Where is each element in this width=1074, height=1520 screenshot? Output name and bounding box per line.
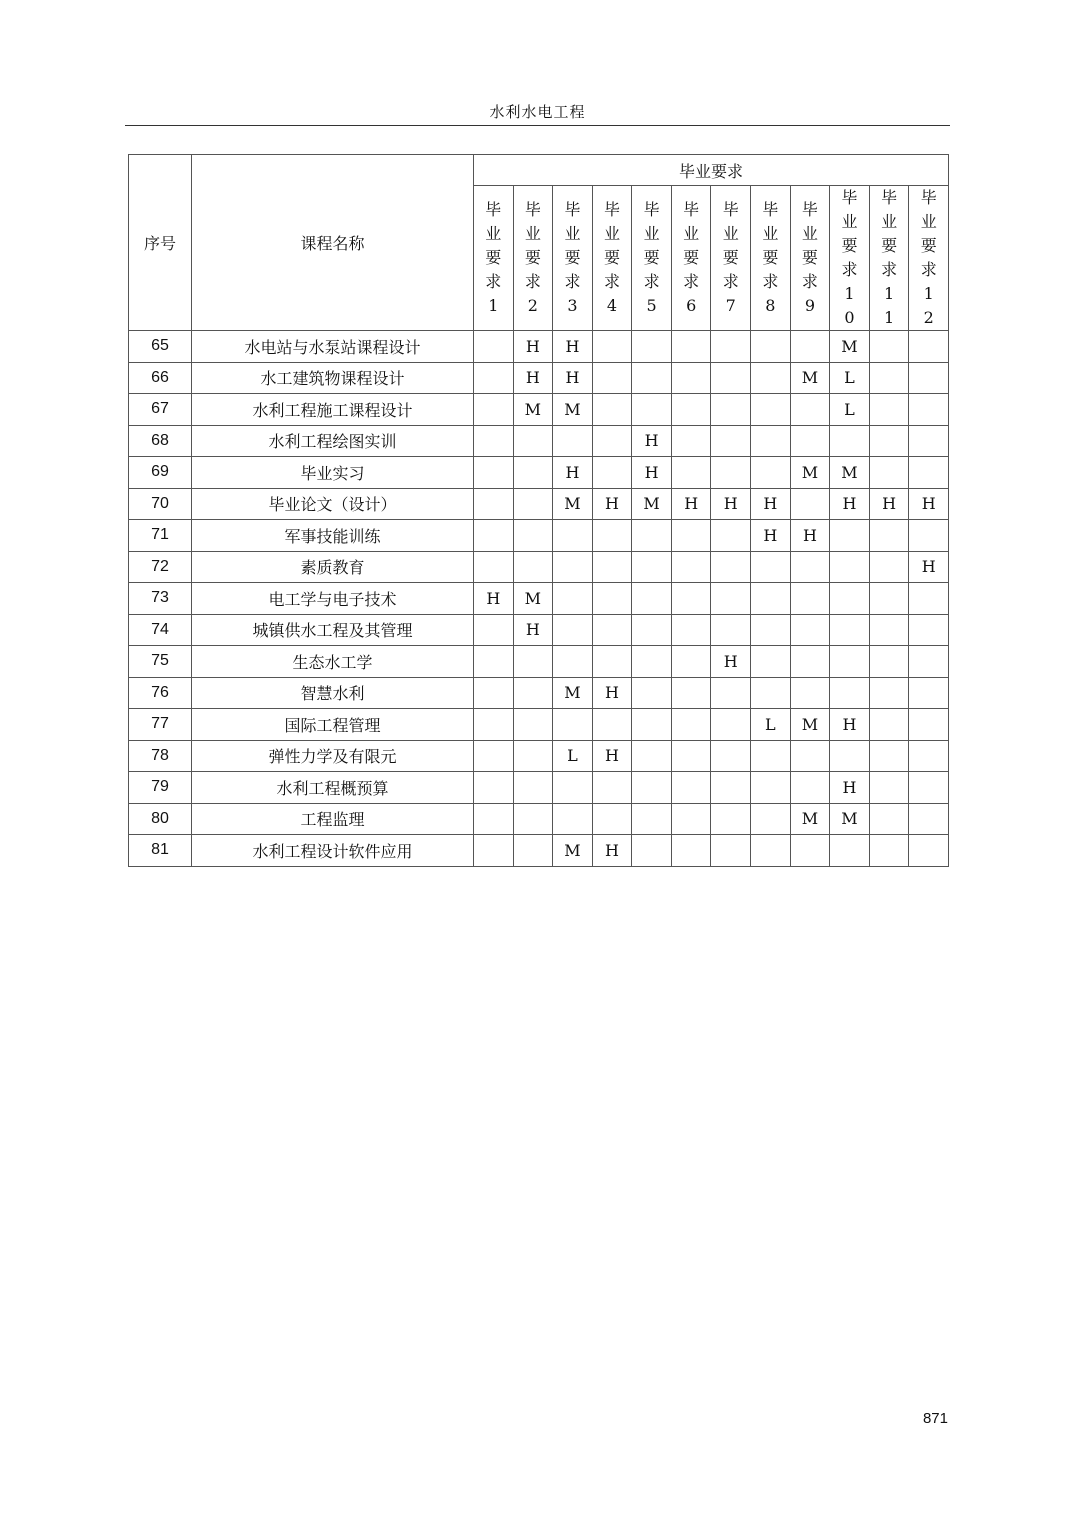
support-level-cell <box>830 646 870 678</box>
support-level-cell <box>909 677 949 709</box>
requirement-header-1 <box>474 186 514 331</box>
requirement-header-4 <box>592 186 632 331</box>
support-level-cell <box>513 803 553 835</box>
support-level-cell <box>513 457 553 489</box>
support-level-cell <box>909 583 949 615</box>
support-level-cell <box>474 551 514 583</box>
requirement-header-9 <box>790 186 830 331</box>
support-level-cell <box>671 583 711 615</box>
requirement-header-label: 毕业要求1 <box>485 200 502 315</box>
support-level-cell <box>711 709 751 741</box>
support-level-cell <box>909 394 949 426</box>
support-level-cell <box>592 772 632 804</box>
support-level-cell <box>553 803 593 835</box>
requirement-header-label: 毕业要求11 <box>881 188 898 327</box>
support-level-cell <box>790 583 830 615</box>
support-level-cell <box>751 425 791 457</box>
support-level-cell <box>790 394 830 426</box>
table-row <box>129 394 949 426</box>
support-level-cell <box>869 614 909 646</box>
support-level-cell: H <box>790 520 830 552</box>
support-level-cell <box>592 646 632 678</box>
support-level-cell: H <box>592 740 632 772</box>
page-number: 871 <box>922 1410 948 1427</box>
requirement-header-label: 毕业要求5 <box>643 200 660 315</box>
support-level-cell <box>474 457 514 489</box>
support-level-cell <box>830 583 870 615</box>
support-level-cell <box>790 488 830 520</box>
support-level-cell <box>711 583 751 615</box>
row-index-cell: 68 <box>129 425 192 457</box>
support-level-cell: M <box>513 583 553 615</box>
support-level-cell <box>711 772 751 804</box>
requirement-header-label: 毕业要求6 <box>683 200 700 315</box>
support-level-cell <box>474 331 514 363</box>
support-level-cell <box>671 394 711 426</box>
support-level-cell <box>830 677 870 709</box>
support-level-cell <box>474 646 514 678</box>
support-level-cell <box>711 520 751 552</box>
support-level-cell <box>474 772 514 804</box>
support-level-cell <box>474 488 514 520</box>
row-index-cell: 76 <box>129 677 192 709</box>
support-level-cell: H <box>553 331 593 363</box>
support-level-cell <box>592 583 632 615</box>
table-row <box>129 614 949 646</box>
support-level-cell <box>751 551 791 583</box>
row-index-cell: 66 <box>129 362 192 394</box>
support-level-cell <box>553 614 593 646</box>
support-level-cell <box>751 646 791 678</box>
support-level-cell <box>751 362 791 394</box>
support-level-cell <box>830 835 870 867</box>
support-level-cell: H <box>830 488 870 520</box>
support-level-cell <box>751 772 791 804</box>
course-name-cell: 工程监理 <box>192 803 474 835</box>
table-row <box>129 677 949 709</box>
support-level-cell <box>711 331 751 363</box>
row-index-cell: 80 <box>129 803 192 835</box>
row-index-cell: 65 <box>129 331 192 363</box>
support-level-cell <box>671 677 711 709</box>
support-level-cell <box>711 551 751 583</box>
table-row <box>129 457 949 489</box>
support-level-cell <box>513 740 553 772</box>
table-row <box>129 803 949 835</box>
course-name-cell: 水利工程概预算 <box>192 772 474 804</box>
support-level-cell <box>671 331 711 363</box>
support-level-cell <box>711 394 751 426</box>
support-level-cell <box>592 331 632 363</box>
table-row <box>129 772 949 804</box>
support-level-cell: H <box>830 772 870 804</box>
support-level-cell <box>671 520 711 552</box>
row-index-cell: 77 <box>129 709 192 741</box>
support-level-cell <box>553 425 593 457</box>
support-level-cell <box>671 709 711 741</box>
support-level-cell <box>751 740 791 772</box>
support-level-cell <box>474 425 514 457</box>
support-level-cell <box>513 488 553 520</box>
support-level-cell: M <box>790 709 830 741</box>
support-level-cell: H <box>751 520 791 552</box>
support-level-cell <box>909 425 949 457</box>
support-level-cell <box>553 551 593 583</box>
support-level-cell <box>671 425 711 457</box>
support-level-cell <box>553 583 593 615</box>
support-level-cell <box>909 457 949 489</box>
support-level-cell <box>830 551 870 583</box>
support-level-cell <box>632 614 672 646</box>
support-level-cell <box>751 614 791 646</box>
support-level-cell: H <box>592 835 632 867</box>
table-row <box>129 583 949 615</box>
row-index-cell: 81 <box>129 835 192 867</box>
table-row <box>129 488 949 520</box>
support-level-cell <box>474 677 514 709</box>
support-level-cell <box>711 835 751 867</box>
support-level-cell <box>513 772 553 804</box>
support-level-cell <box>592 394 632 426</box>
support-level-cell <box>909 331 949 363</box>
row-index-cell: 79 <box>129 772 192 804</box>
support-level-cell <box>711 614 751 646</box>
support-level-cell <box>830 425 870 457</box>
support-level-cell <box>632 394 672 426</box>
support-level-cell: M <box>790 803 830 835</box>
support-level-cell <box>632 331 672 363</box>
support-level-cell <box>513 646 553 678</box>
row-index-cell: 67 <box>129 394 192 426</box>
column-header-index: 序号 <box>129 155 192 331</box>
support-level-cell <box>513 835 553 867</box>
support-level-cell <box>632 677 672 709</box>
requirement-header-label: 毕业要求10 <box>841 188 858 327</box>
course-name-cell: 素质教育 <box>192 551 474 583</box>
support-level-cell: H <box>711 646 751 678</box>
support-level-cell <box>790 614 830 646</box>
support-level-cell <box>751 835 791 867</box>
requirement-header-label: 毕业要求8 <box>762 200 779 315</box>
support-level-cell <box>869 394 909 426</box>
support-level-cell <box>909 614 949 646</box>
table-row <box>129 331 949 363</box>
support-level-cell: H <box>869 488 909 520</box>
support-level-cell <box>592 709 632 741</box>
requirement-header-label: 毕业要求9 <box>801 200 818 315</box>
support-level-cell <box>592 362 632 394</box>
support-level-cell <box>751 394 791 426</box>
course-name-cell: 毕业实习 <box>192 457 474 489</box>
header-rule <box>125 125 950 126</box>
row-index-cell: 73 <box>129 583 192 615</box>
support-level-cell <box>671 772 711 804</box>
support-level-cell <box>869 677 909 709</box>
table-row <box>129 551 949 583</box>
support-level-cell <box>474 803 514 835</box>
support-level-cell <box>592 520 632 552</box>
support-level-cell <box>474 614 514 646</box>
support-level-cell <box>869 709 909 741</box>
support-level-cell <box>592 457 632 489</box>
support-level-cell <box>909 835 949 867</box>
support-level-cell <box>632 362 672 394</box>
support-level-cell <box>869 583 909 615</box>
support-level-cell <box>474 709 514 741</box>
support-level-cell: L <box>751 709 791 741</box>
support-level-cell: M <box>632 488 672 520</box>
row-index-cell: 78 <box>129 740 192 772</box>
support-level-cell <box>671 551 711 583</box>
support-level-cell <box>790 551 830 583</box>
requirement-header-11 <box>869 186 909 331</box>
support-level-cell <box>711 457 751 489</box>
requirement-header-5 <box>632 186 672 331</box>
support-level-cell <box>592 425 632 457</box>
table-row <box>129 835 949 867</box>
support-level-cell <box>592 551 632 583</box>
table-row <box>129 362 949 394</box>
support-level-cell <box>790 425 830 457</box>
course-name-cell: 电工学与电子技术 <box>192 583 474 615</box>
support-level-cell: H <box>513 331 553 363</box>
requirement-header-label: 毕业要求7 <box>722 200 739 315</box>
support-level-cell <box>474 362 514 394</box>
support-level-cell <box>632 835 672 867</box>
requirement-header-12 <box>909 186 949 331</box>
support-level-cell: H <box>751 488 791 520</box>
support-level-cell: M <box>830 331 870 363</box>
course-name-cell: 水电站与水泵站课程设计 <box>192 331 474 363</box>
requirement-header-label: 毕业要求4 <box>604 200 621 315</box>
support-level-cell: M <box>553 488 593 520</box>
requirement-header-label: 毕业要求3 <box>564 200 581 315</box>
support-level-cell <box>751 331 791 363</box>
table-row <box>129 520 949 552</box>
course-name-cell: 生态水工学 <box>192 646 474 678</box>
support-level-cell <box>513 709 553 741</box>
support-level-cell <box>632 583 672 615</box>
page-header: 水利水电工程 <box>489 103 586 121</box>
column-header-course: 课程名称 <box>192 155 474 331</box>
support-level-cell <box>513 425 553 457</box>
table-body <box>129 331 949 867</box>
support-level-cell <box>790 835 830 867</box>
support-level-cell <box>711 740 751 772</box>
support-level-cell <box>909 803 949 835</box>
support-level-cell <box>869 331 909 363</box>
support-level-cell <box>671 803 711 835</box>
support-level-cell <box>909 362 949 394</box>
support-level-cell <box>869 835 909 867</box>
support-level-cell <box>632 772 672 804</box>
support-level-cell <box>474 740 514 772</box>
support-level-cell <box>790 331 830 363</box>
support-level-cell: L <box>553 740 593 772</box>
support-level-cell <box>869 362 909 394</box>
support-level-cell <box>909 520 949 552</box>
support-level-cell: H <box>711 488 751 520</box>
course-name-cell: 水利工程绘图实训 <box>192 425 474 457</box>
support-level-cell: H <box>909 551 949 583</box>
requirement-header-10 <box>830 186 870 331</box>
requirement-header-3 <box>553 186 593 331</box>
support-level-cell <box>869 646 909 678</box>
support-level-cell <box>671 835 711 867</box>
support-level-cell <box>869 425 909 457</box>
support-level-cell <box>790 740 830 772</box>
support-level-cell: H <box>553 457 593 489</box>
support-level-cell <box>790 772 830 804</box>
support-level-cell: H <box>474 583 514 615</box>
support-level-cell <box>553 709 593 741</box>
row-index-cell: 70 <box>129 488 192 520</box>
support-level-cell <box>513 677 553 709</box>
row-index-cell: 72 <box>129 551 192 583</box>
support-level-cell <box>592 803 632 835</box>
support-level-cell <box>632 740 672 772</box>
requirement-header-label: 毕业要求12 <box>920 188 937 327</box>
support-level-cell <box>909 740 949 772</box>
support-level-cell <box>711 677 751 709</box>
course-name-cell: 国际工程管理 <box>192 709 474 741</box>
table-row <box>129 646 949 678</box>
support-level-cell <box>671 362 711 394</box>
row-index-cell: 69 <box>129 457 192 489</box>
course-name-cell: 弹性力学及有限元 <box>192 740 474 772</box>
support-level-cell <box>751 583 791 615</box>
table-row <box>129 709 949 741</box>
support-level-cell: M <box>830 457 870 489</box>
support-level-cell <box>830 740 870 772</box>
support-level-cell <box>474 835 514 867</box>
support-level-cell <box>513 520 553 552</box>
support-level-cell <box>751 457 791 489</box>
support-level-cell <box>553 772 593 804</box>
support-level-cell <box>909 772 949 804</box>
support-level-cell <box>790 646 830 678</box>
support-level-cell <box>711 362 751 394</box>
support-level-cell <box>869 772 909 804</box>
support-level-cell: M <box>513 394 553 426</box>
support-level-cell <box>790 677 830 709</box>
course-name-cell: 军事技能训练 <box>192 520 474 552</box>
support-level-cell: H <box>830 709 870 741</box>
support-level-cell: M <box>830 803 870 835</box>
support-level-cell <box>830 614 870 646</box>
support-level-cell <box>513 551 553 583</box>
support-level-cell <box>869 520 909 552</box>
support-level-cell: M <box>790 362 830 394</box>
support-level-cell <box>474 394 514 426</box>
support-level-cell <box>671 740 711 772</box>
support-level-cell: M <box>553 677 593 709</box>
support-level-cell <box>711 425 751 457</box>
requirements-matrix-table <box>128 154 949 867</box>
support-level-cell: H <box>592 677 632 709</box>
support-level-cell: M <box>790 457 830 489</box>
course-name-cell: 水利工程设计软件应用 <box>192 835 474 867</box>
support-level-cell <box>592 614 632 646</box>
row-index-cell: 75 <box>129 646 192 678</box>
support-level-cell <box>869 740 909 772</box>
support-level-cell <box>751 677 791 709</box>
support-level-cell <box>869 551 909 583</box>
course-name-cell: 水利工程施工课程设计 <box>192 394 474 426</box>
requirement-header-6 <box>671 186 711 331</box>
course-name-cell: 城镇供水工程及其管理 <box>192 614 474 646</box>
support-level-cell <box>632 551 672 583</box>
course-name-cell: 智慧水利 <box>192 677 474 709</box>
support-level-cell: H <box>513 362 553 394</box>
support-level-cell <box>632 520 672 552</box>
support-level-cell: H <box>671 488 711 520</box>
support-level-cell <box>869 803 909 835</box>
support-level-cell <box>909 709 949 741</box>
support-level-cell: H <box>513 614 553 646</box>
support-level-cell: H <box>632 425 672 457</box>
requirement-header-7 <box>711 186 751 331</box>
support-level-cell: H <box>632 457 672 489</box>
support-level-cell <box>869 457 909 489</box>
support-level-cell <box>671 614 711 646</box>
requirement-header-8 <box>751 186 791 331</box>
course-name-cell: 毕业论文（设计） <box>192 488 474 520</box>
support-level-cell: L <box>830 394 870 426</box>
support-level-cell: H <box>909 488 949 520</box>
support-level-cell: L <box>830 362 870 394</box>
support-level-cell <box>830 520 870 552</box>
support-level-cell <box>671 646 711 678</box>
table-row <box>129 740 949 772</box>
requirement-header-2 <box>513 186 553 331</box>
support-level-cell <box>711 803 751 835</box>
course-name-cell: 水工建筑物课程设计 <box>192 362 474 394</box>
support-level-cell <box>751 803 791 835</box>
support-level-cell: H <box>592 488 632 520</box>
support-level-cell <box>909 646 949 678</box>
table-row <box>129 425 949 457</box>
support-level-cell <box>553 520 593 552</box>
row-index-cell: 74 <box>129 614 192 646</box>
requirement-header-label: 毕业要求2 <box>524 200 541 315</box>
support-level-cell: H <box>553 362 593 394</box>
support-level-cell <box>632 803 672 835</box>
support-level-cell <box>671 457 711 489</box>
support-level-cell <box>632 646 672 678</box>
support-level-cell: M <box>553 394 593 426</box>
support-level-cell <box>553 646 593 678</box>
row-index-cell: 71 <box>129 520 192 552</box>
column-group-header: 毕业要求 <box>474 155 949 186</box>
support-level-cell <box>632 709 672 741</box>
support-level-cell <box>474 520 514 552</box>
support-level-cell: M <box>553 835 593 867</box>
